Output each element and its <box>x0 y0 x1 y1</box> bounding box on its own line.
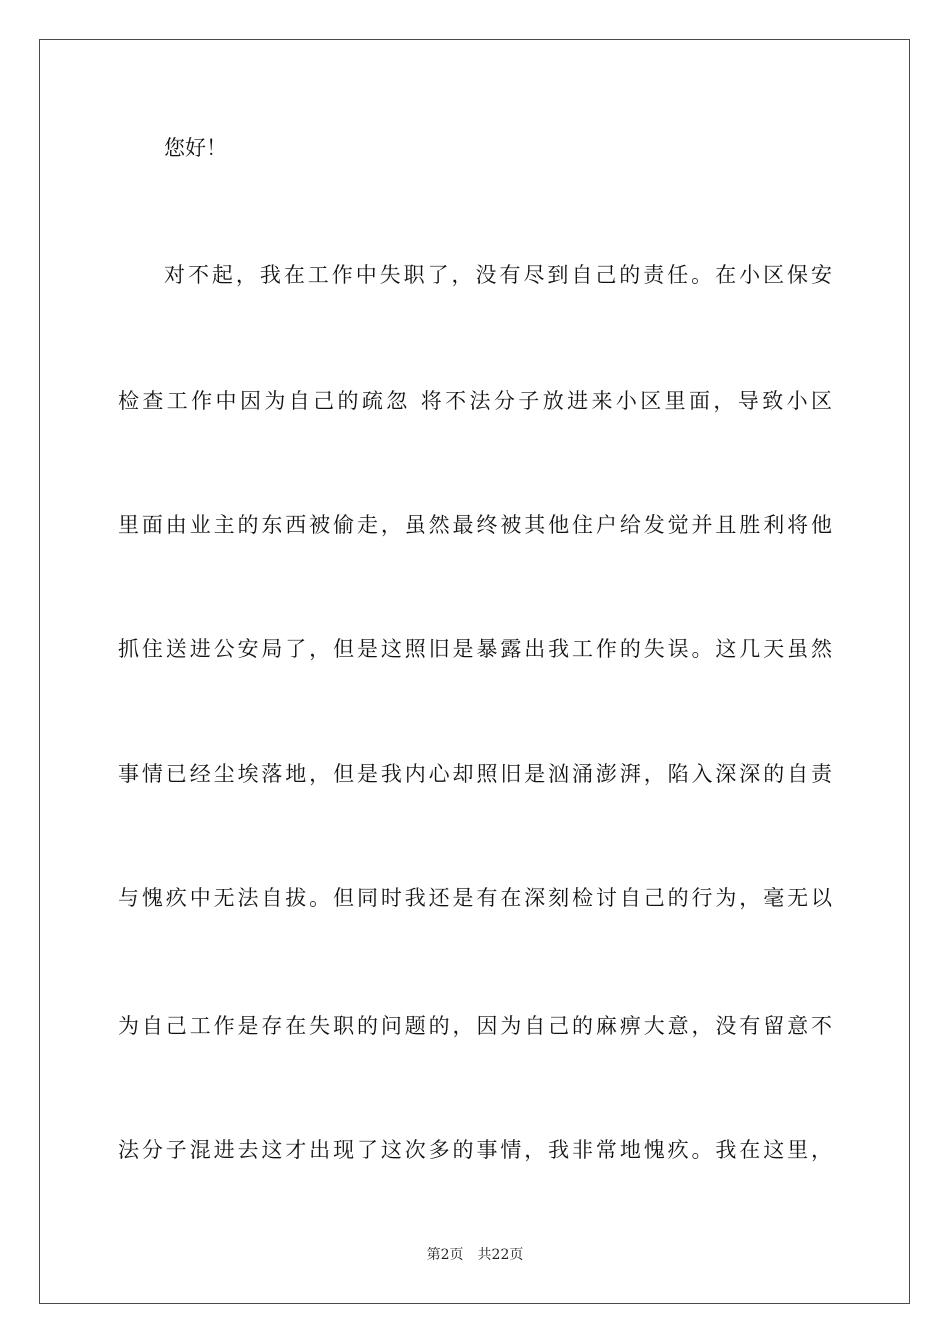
paragraph-line-1: 对不起，我在工作中失职了，没有尽到自己的责任。在小区保安 <box>164 263 832 287</box>
paragraph-line-8: 法分子混进去这才出现了这次多的事情，我非常地愧疚。我在这里， <box>118 1138 832 1162</box>
paragraph-line-3: 里面由业主的东西被偷走，虽然最终被其他住户给发觉并且胜利将他 <box>118 513 832 537</box>
page-footer <box>0 1245 950 1265</box>
page-number: 第2页 <box>426 1247 464 1263</box>
page-border <box>39 39 910 1304</box>
paragraph-line-7: 为自己工作是存在失职的问题的，因为自己的麻痹大意，没有留意不 <box>118 1014 832 1038</box>
greeting-line: 您好！ <box>164 136 227 160</box>
total-pages: 共22页 <box>477 1247 524 1263</box>
paragraph-line-4: 抓住送进公安局了，但是这照旧是暴露出我工作的失误。这几天虽然 <box>118 637 832 661</box>
paragraph-line-6: 与愧疚中无法自拔。但同时我还是有在深刻检讨自己的行为，毫无以 <box>118 886 832 910</box>
paragraph-line-2: 检查工作中因为自己的疏忽 将不法分子放进来小区里面，导致小区 <box>118 389 832 413</box>
paragraph-line-5: 事情已经尘埃落地，但是我内心却照旧是汹涌澎湃，陷入深深的自责 <box>118 762 832 786</box>
